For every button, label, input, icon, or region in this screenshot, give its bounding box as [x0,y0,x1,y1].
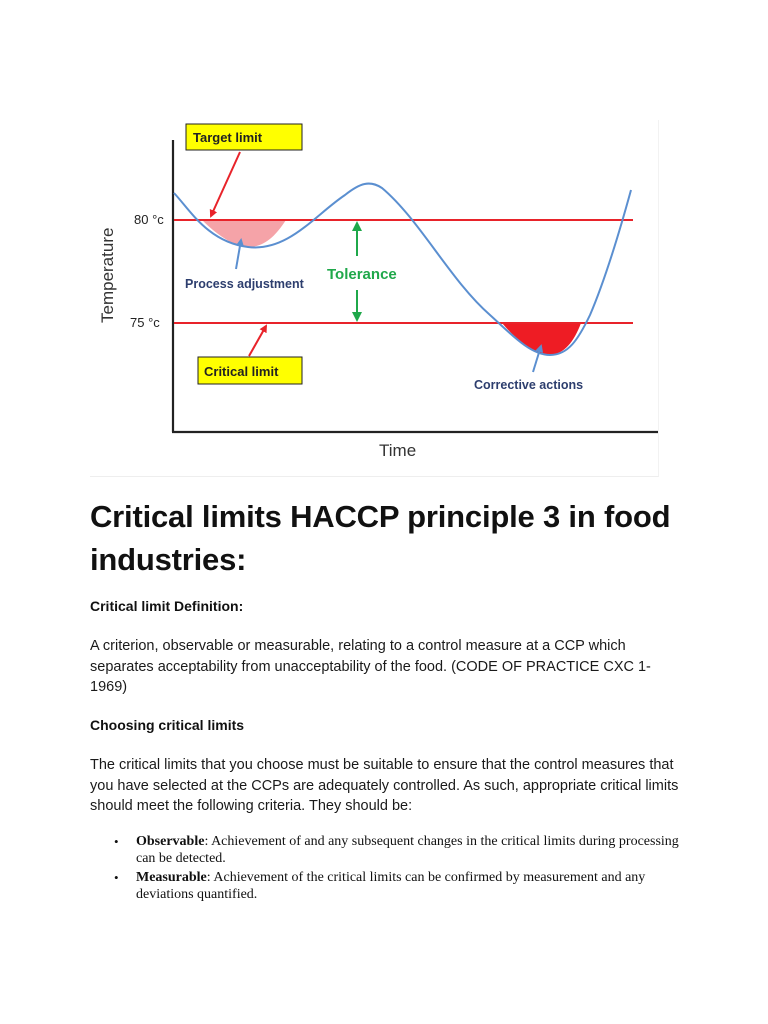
criterion-text: : Achievement of the critical limits can be confirmed by measurement and any deviations quantified. [136,870,646,902]
target-limit-label: Target limit [193,130,263,145]
x-axis-label: Time [379,441,417,460]
definition-text: A criterion, observable or measurable, relating to a control measure at a CCP which separates acceptability from unacceptability of the food. (CODE OF PRACTICE CXC 1-1969) [90,638,651,695]
process-adjustment-label: Process adjustment [185,277,304,291]
corrective-actions-label: Corrective actions [474,378,584,392]
criterion-term: Measurable [136,870,207,885]
criterion-text: : Achievement of and any subsequent changes in the critical limits during processing can be detected. [136,834,679,866]
critical-limit-label: Critical limit [204,364,279,379]
critical-limits-diagram [90,120,659,477]
criterion-term: Observable [136,834,205,849]
target-limit-arrow [211,152,240,216]
definition-heading: Critical limit Definition: [90,598,244,614]
critical-limit-arrow [249,326,266,356]
list-item [90,869,680,903]
tick-80: 80 °c [134,212,164,227]
corrective-actions-region [502,323,581,355]
list-item [90,833,680,867]
page-title: Critical limits HACCP principle 3 in food industries: [90,499,671,577]
tolerance-label: Tolerance [327,266,397,283]
criteria-list [90,833,680,905]
tick-75: 75 °c [130,315,160,330]
y-axis-label: Temperature [98,227,117,323]
choosing-text: The critical limits that you choose must be suitable to ensure that the control measures that you have selected at the CCPs are adequately controlled. As such, appropriate critical limits should meet the following criteria. They should be: [90,757,679,814]
diagram-canvas [90,120,658,476]
choosing-heading: Choosing critical limits [90,717,245,733]
